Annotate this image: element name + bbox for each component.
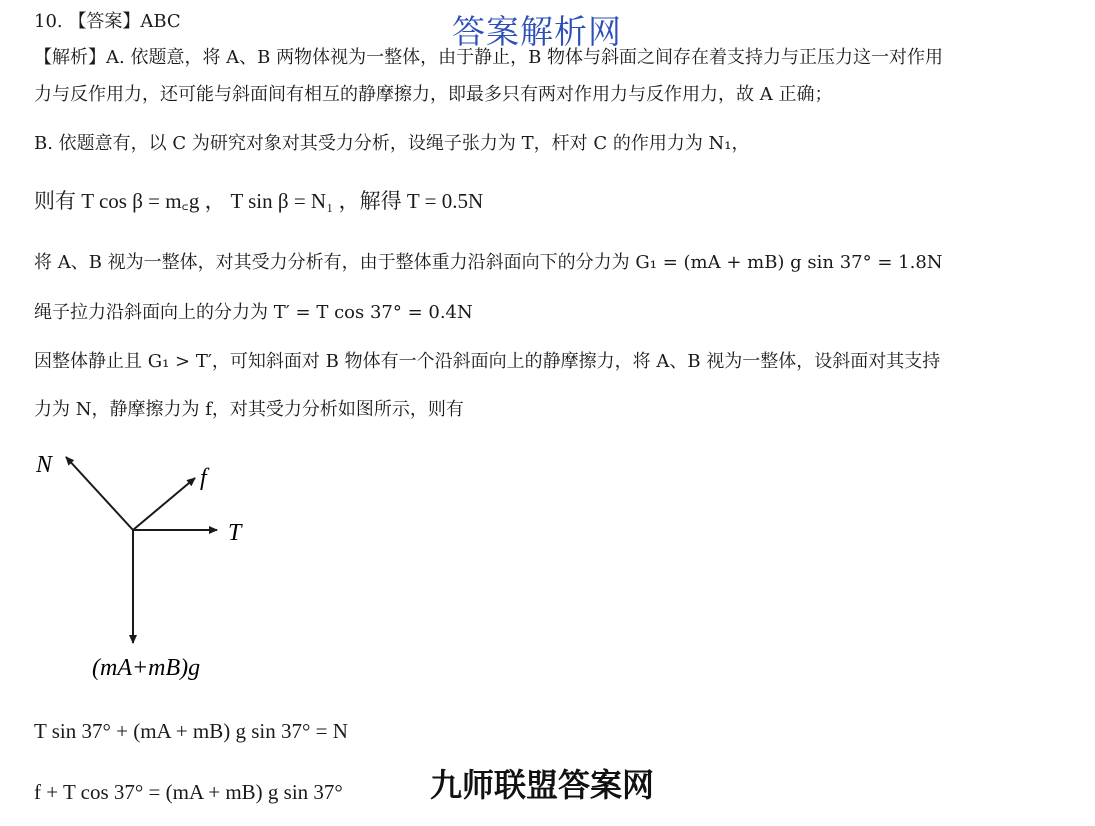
- force-label-f: f: [200, 465, 207, 491]
- analysis-paragraph-line-1: 【解析】A. 依题意，将 A、B 两物体视为一整体，由于静止，B 物体与斜面之间存在着支持力与正压力这一对作用: [34, 47, 944, 68]
- force-arrow-N: [66, 457, 133, 530]
- watermark-bottom: 九师联盟答案网: [430, 766, 655, 804]
- equation-line-tension: 则有 T cos β = m꜀g ， T sin β = N₁ ，解得 T = 0.5N: [34, 189, 484, 213]
- force-diagram: [30, 445, 290, 695]
- analysis-paragraph-line-3: B. 依题意有，以 C 为研究对象对其受力分析，设绳子张力为 T，杆对 C 的作用力为 N₁，: [34, 133, 750, 154]
- force-label-N: N: [36, 452, 53, 478]
- force-label-T: T: [228, 520, 242, 546]
- watermark-top: 答案解析网: [452, 12, 622, 51]
- equation-normal-force: T sin 37° + (mA + mB) g sin 37° = N: [34, 719, 348, 743]
- analysis-paragraph-line-5: 将 A、B 视为一整体，对其受力分析有，由于整体重力沿斜面向下的分力为 G₁ = (mA + mB) g sin 37° = 1.8N: [34, 252, 943, 273]
- analysis-paragraph-line-7: 因整体静止且 G₁ > T′，可知斜面对 B 物体有一个沿斜面向上的静摩擦力，将 A、B 视为一整体，设斜面对其支持: [34, 351, 941, 372]
- equation-friction: f + T cos 37° = (mA + mB) g sin 37°: [34, 780, 343, 804]
- analysis-paragraph-line-6: 绳子拉力沿斜面向上的分力为 T′ = T cos 37° = 0.4N: [34, 302, 473, 323]
- force-label-weight: (mA+mB)g: [92, 655, 201, 681]
- answer-header: 10. 【答案】ABC: [34, 11, 181, 32]
- analysis-paragraph-line-8: 力为 N，静摩擦力为 f，对其受力分析如图所示，则有: [34, 399, 464, 420]
- force-arrow-f: [133, 478, 195, 530]
- analysis-paragraph-line-2: 力与反作用力，还可能与斜面间有相互的静摩擦力，即最多只有两对作用力与反作用力，故 A 正确；: [34, 84, 833, 105]
